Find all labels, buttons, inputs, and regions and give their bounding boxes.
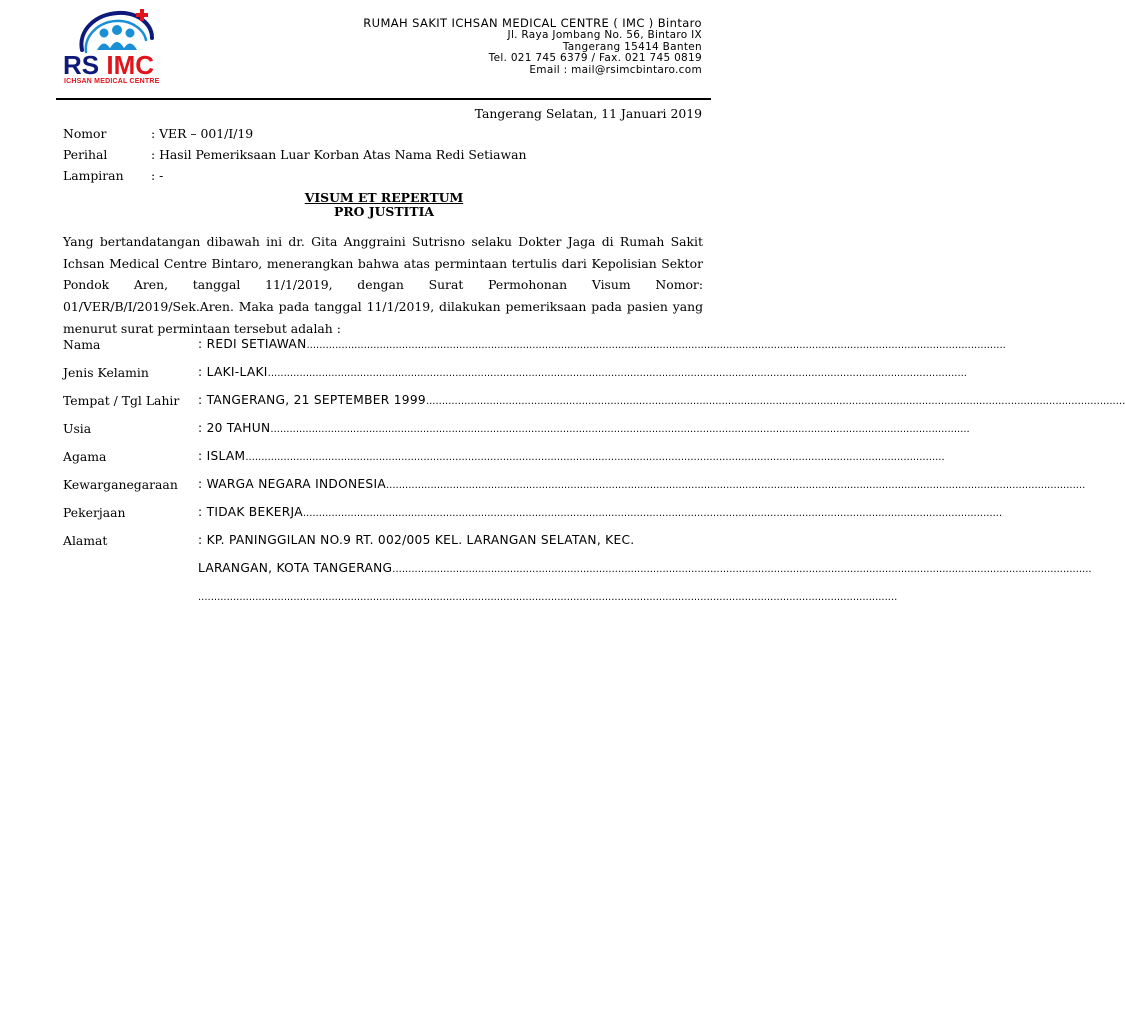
field-value: : 20 TAHUN	[198, 421, 271, 435]
ref-label: Nomor	[63, 126, 107, 141]
field-value-wrap	[198, 337, 1006, 351]
field-value-wrap	[198, 533, 703, 547]
hospital-name: RUMAH SAKIT ICHSAN MEDICAL CENTRE ( IMC ) Bintaro	[363, 16, 702, 30]
logo-subtitle: ICHSAN MEDICAL CENTRE	[64, 78, 160, 85]
logo-people-icon	[56, 8, 186, 56]
field-value: LARANGAN, KOTA TANGERANG	[198, 561, 393, 575]
ref-value: : VER – 001/I/19	[151, 126, 254, 141]
document-subtitle	[0, 204, 768, 219]
intro-paragraph: Yang bertandatangan dibawah ini dr. Gita Anggraini Sutrisno selaku Dokter Jaga di Rumah Sakit Ichsan Medical Centre Bintaro, menerangkan bahwa atas permintaan tertulis dari Kepolisian Sektor Pondok Aren, tanggal 11/1/2019, dengan Surat Permohonan Visum Nomor: 01/VER/B/I/2019/Sek.Aren. Maka pada tanggal 11/1/2019, dilakukan pemeriksaan pada pasien yang menurut surat permintaan tersebut adalah :	[63, 234, 703, 336]
field-value-wrap	[198, 393, 1125, 407]
header-divider	[56, 98, 711, 100]
ref-value: : -	[151, 168, 164, 183]
dot-leader: ............................................................................................................................................................................................................................	[385, 480, 1086, 491]
phone-fax: Tel. 021 745 6379 / Fax. 021 745 0819	[488, 52, 702, 64]
ref-value: : Hasil Pemeriksaan Luar Korban Atas Nama Redi Setiawan	[151, 147, 527, 162]
email: Email : mail@rsimcbintaro.com	[529, 63, 702, 76]
logo-imc-text: IMC	[106, 50, 155, 80]
field-value: : TANGERANG, 21 SEPTEMBER 1999	[198, 393, 426, 407]
field-label: Jenis Kelamin	[63, 365, 149, 380]
document-title	[0, 190, 768, 205]
field-jenis-kelamin	[63, 365, 967, 387]
dot-leader: ............................................................................................................................................................................................................................	[302, 508, 1003, 519]
field-value: : REDI SETIAWAN	[198, 337, 307, 351]
field-value: : TIDAK BEKERJA	[198, 505, 303, 519]
hospital-logo	[56, 8, 186, 86]
dot-leader: ............................................................................................................................................................................................................................	[267, 368, 967, 379]
logo-wordmark	[63, 52, 154, 78]
title-pro-justitia: PRO JUSTITIA	[334, 204, 434, 219]
field-label: Kewarganegaraan	[63, 477, 178, 492]
ref-label: Perihal	[63, 147, 108, 162]
address-line-2: Tangerang 15414 Banten	[562, 40, 702, 53]
title-visum: VISUM ET REPERTUM	[304, 190, 464, 205]
alamat-blank-line	[198, 589, 898, 611]
field-kewarganegaraan	[63, 477, 1086, 499]
letterhead	[363, 16, 702, 76]
dot-leader: ............................................................................................................................................................................................................................	[425, 396, 1125, 407]
ref-label: Lampiran	[63, 168, 124, 183]
field-label: Tempat / Tgl Lahir	[63, 393, 180, 408]
field-usia	[63, 421, 970, 443]
dot-leader: ............................................................................................................................................................................................................................	[245, 452, 945, 463]
field-value-wrap	[198, 449, 945, 463]
field-value: : ISLAM	[198, 449, 246, 463]
field-label: Nama	[63, 337, 101, 352]
logo-rs-text: RS	[63, 50, 100, 80]
dot-leader: ............................................................................................................................................................................................................................	[198, 592, 898, 603]
dot-leader: ............................................................................................................................................................................................................................	[270, 424, 970, 435]
field-label: Agama	[63, 449, 107, 464]
dot-leader: ............................................................................................................................................................................................................................	[392, 564, 1092, 575]
field-agama	[63, 449, 945, 471]
field-value-wrap	[198, 421, 970, 435]
field-value: : KP. PANINGGILAN NO.9 RT. 002/005 KEL. LARANGAN SELATAN, KEC.	[198, 533, 635, 547]
field-value: : WARGA NEGARA INDONESIA	[198, 477, 386, 491]
field-value: : LAKI-LAKI	[198, 365, 268, 379]
field-value-wrap	[198, 477, 1086, 491]
field-label: Pekerjaan	[63, 505, 126, 520]
alamat-continuation	[198, 561, 1092, 583]
field-pekerjaan	[63, 505, 1003, 527]
field-alamat	[63, 533, 703, 555]
dot-leader: ............................................................................................................................................................................................................................	[306, 340, 1006, 351]
field-tempat-tgl-lahir	[63, 393, 1125, 415]
field-value-wrap	[198, 365, 967, 379]
field-value-wrap	[198, 505, 1003, 519]
field-nama	[63, 337, 1006, 359]
field-label: Alamat	[63, 533, 108, 548]
field-label: Usia	[63, 421, 92, 436]
letter-date: Tangerang Selatan, 11 Januari 2019	[474, 106, 702, 121]
address-line-1: Jl. Raya Jombang No. 56, Bintaro IX	[507, 29, 702, 41]
